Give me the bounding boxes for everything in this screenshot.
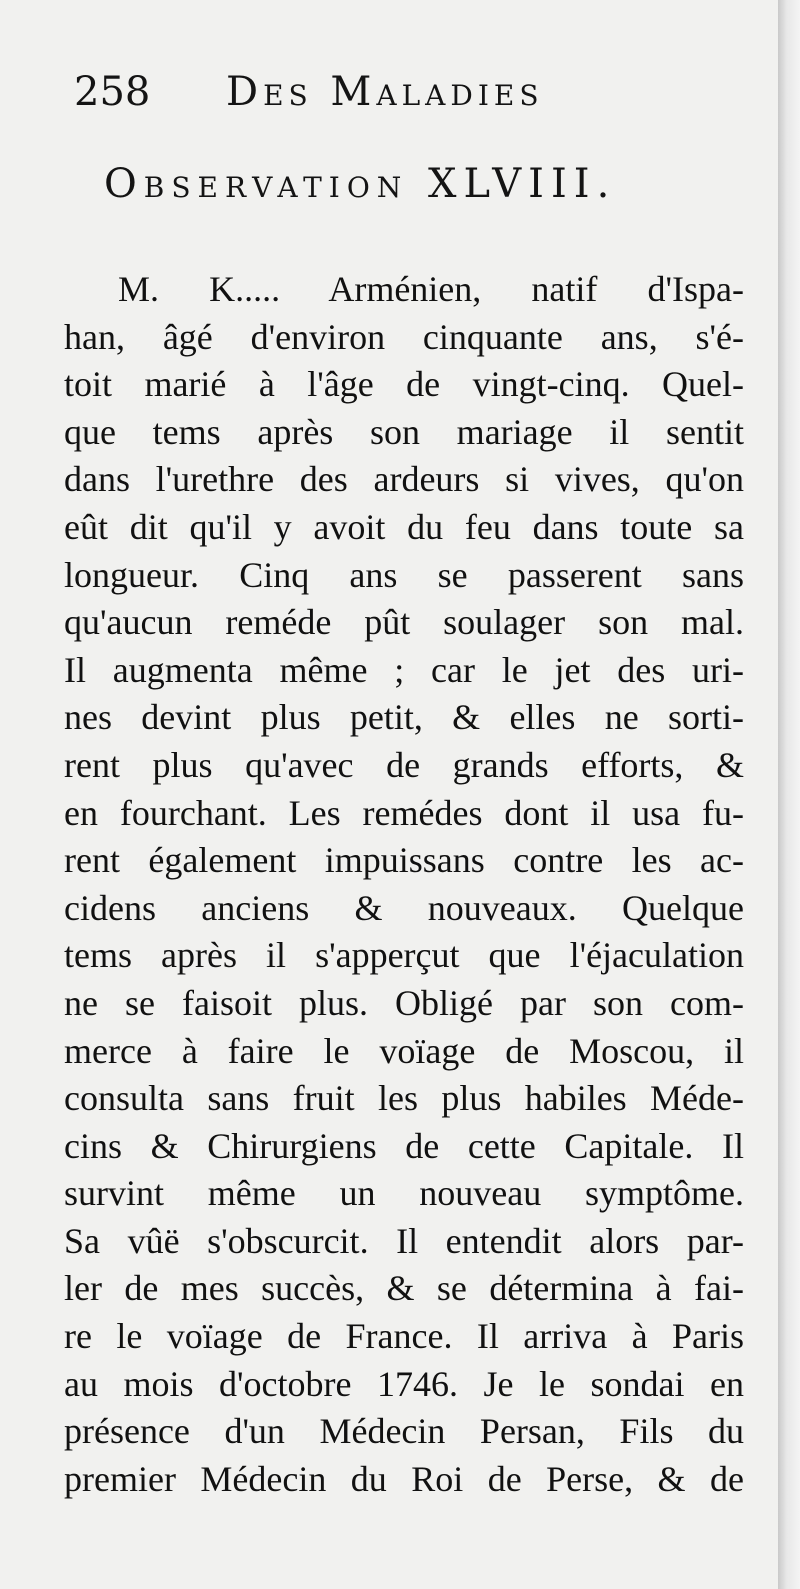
text-line: ler de mes succès, & se détermina à fai-	[64, 1268, 744, 1309]
page-edge	[778, 0, 800, 1589]
text-line: nes devint plus petit, & elles ne sorti-	[64, 697, 744, 738]
text-line: han, âgé d'environ cinquante ans, s'é-	[64, 316, 744, 357]
text-line: premier Médecin du Roi de Perse, & de	[64, 1458, 744, 1499]
page-number: 258	[74, 69, 151, 115]
text-line: ne se faisoit plus. Obligé par son com-	[64, 982, 744, 1023]
text-line: rent plus qu'avec de grands efforts, &	[64, 744, 744, 785]
text-line: consulta sans fruit les plus habiles Méde-	[64, 1078, 744, 1119]
text-line: re le voïage de France. Il arriva à Paris	[64, 1316, 744, 1357]
text-line: cins & Chirurgiens de cette Capitale. Il	[64, 1125, 744, 1166]
running-head	[74, 62, 634, 122]
text-line: au mois d'octobre 1746. Je le sondai en	[64, 1363, 744, 1404]
text-line: longueur. Cinq ans se passerent sans	[64, 554, 744, 595]
text-line: présence d'un Médecin Persan, Fils du	[64, 1411, 744, 1452]
body-text	[64, 266, 744, 1503]
text-line: Sa vûë s'obscurcit. Il entendit alors par-	[64, 1220, 744, 1261]
text-line: tems après il s'apperçut que l'éjaculation	[64, 935, 744, 976]
text-line: rent également impuissans contre les ac-	[64, 840, 744, 881]
text-line: merce à faire le voïage de Moscou, il	[64, 1030, 744, 1071]
running-title: Des Maladies	[226, 69, 544, 115]
text-line: toit marié à l'âge de vingt-cinq. Quel-	[64, 364, 744, 405]
text-line: survint même un nouveau symptôme.	[64, 1173, 744, 1214]
text-line: en fourchant. Les remédes dont il usa fu-	[64, 792, 744, 833]
text-line: M. K..... Arménien, natif d'Ispa-	[118, 269, 744, 309]
text-line: Il augmenta même ; car le jet des uri-	[64, 649, 744, 690]
observation-heading: Observation XLVIII.	[104, 161, 617, 207]
text-line: que tems après son mariage il sentit	[64, 411, 744, 452]
text-line: cidens anciens & nouveaux. Quelque	[64, 887, 744, 928]
text-line: qu'aucun reméde pût soulager son mal.	[64, 602, 744, 643]
text-line: dans l'urethre des ardeurs si vives, qu'on	[64, 459, 744, 500]
text-line: eût dit qu'il y avoit du feu dans toute sa	[64, 506, 744, 547]
